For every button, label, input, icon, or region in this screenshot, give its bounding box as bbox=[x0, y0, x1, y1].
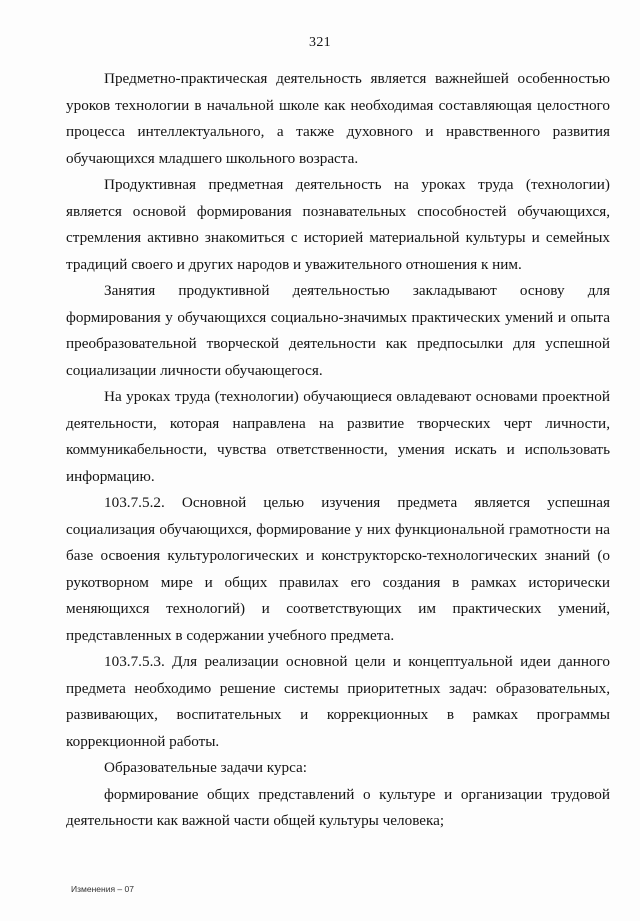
paragraph-subject-practical-activity: Предметно-практическая деятельность является важнейшей особенностью уроков технологии в начальной школе как необходимая составляющая целостного процесса интеллектуального, а также духовного и нравственного развития обучающихся младшего школьного возраста. bbox=[66, 70, 610, 167]
paragraph-section-103-7-5-3: 103.7.5.3. Для реализации основной цели и концептуальной идеи данного предмета необходимо решение системы приоритетных задач: образовательных, развивающих, воспитательных и коррекционных в рамках программы коррекционной работы. bbox=[66, 653, 610, 750]
paragraph-project-activity: На уроках труда (технологии) обучающиеся овладевают основами проектной деятельности, которая направлена на развитие творческих черт личности, коммуникабельности, чувства ответственности, умения искать и использовать информацию. bbox=[66, 388, 610, 485]
paragraph-productive-lessons: Занятия продуктивной деятельностью закладывают основу для формирования у обучающихся социально-значимых практических умений и опыта преобразовательной творческой деятельности как предпосылки для успешной социализации личности обучающегося. bbox=[66, 282, 610, 379]
footer-revision-note: Изменения – 07 bbox=[71, 884, 134, 894]
paragraph-productive-activity: Продуктивная предметная деятельность на уроках труда (технологии) является основой формирования познавательных способностей обучающихся, стремления активно знакомиться с историей материальной культуры и семейных традиций своего и других народов и уважительного отношения к ним. bbox=[66, 176, 610, 273]
document-body bbox=[66, 66, 610, 835]
page-number: 321 bbox=[309, 35, 331, 50]
paragraph-educational-tasks-heading: Образовательные задачи курса: bbox=[104, 759, 308, 776]
paragraph-general-culture: формирование общих представлений о культуре и организации трудовой деятельности как важной части общей культуры человека; bbox=[66, 785, 610, 829]
paragraph-section-103-7-5-2: 103.7.5.2. Основной целью изучения предмета является успешная социализация обучающихся, формирование у них функциональной грамотности на базе освоения культурологических и конструкторско-технологических знаний (о рукотворном мире и общих правилах его создания в рамках исторически меняющихся технологий) и соответствующих им практических умений, представленных в содержании учебного предмета. bbox=[66, 494, 610, 644]
